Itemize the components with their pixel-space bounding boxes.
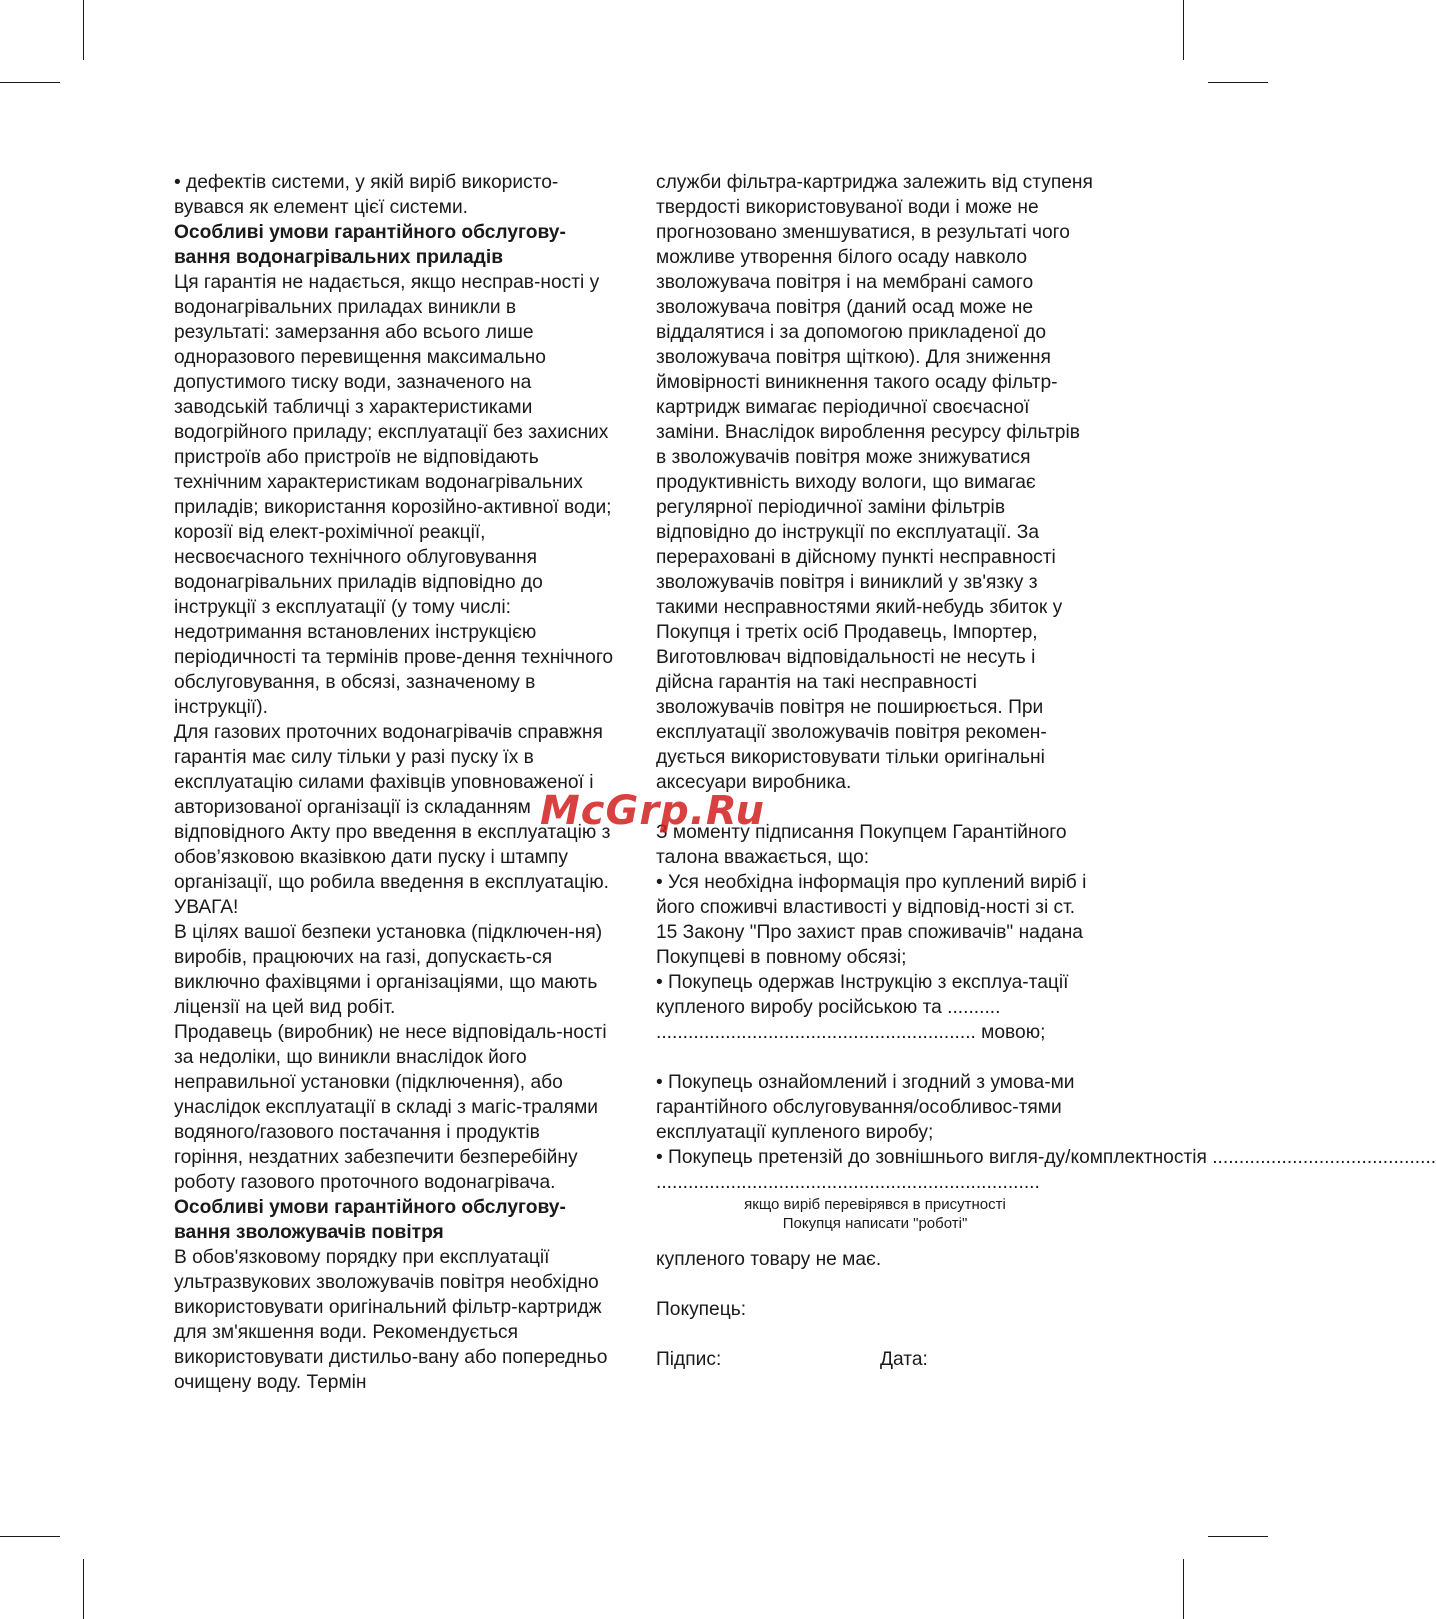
fill-line: ............................................................ мовою; [656,1022,1046,1043]
paragraph: купленого товару не має. [656,1249,882,1270]
right-column [656,170,1436,1372]
section-heading: Особливі умови гарантійного обслугову-вання зволожувачів повітря [174,1197,566,1243]
crop-mark [0,82,60,83]
crop-mark [1208,82,1268,83]
fill-line: ........................................................................ [656,1172,1040,1193]
signature-row [656,1347,1094,1372]
buyer-label: Покупець: [656,1299,747,1320]
crop-mark [0,1536,60,1537]
paragraph: З моменту підписання Покупцем Гарантійного талона вважається, що: [656,822,1067,868]
paragraph: В цілях вашої безпеки установка (підключен-ня) виробів, працюючих на газі, допускаєть-ся виключно фахівцями і організаціями, що мають ліцензії на цей вид робіт. [174,922,603,1018]
paragraph: В обов'язковому порядку при експлуатації ультразвукових зволожувачів повітря необхідно використовувати оригінальний фільтр-картридж для зм'якшення води. Рекомендується використовувати дистильо-вану або попередньо очищену воду. Термін [174,1247,608,1393]
crop-mark [83,0,84,60]
crop-mark [83,1559,84,1619]
footnote: Покупця написати "роботі" [782,1215,968,1232]
crop-mark [1208,1536,1268,1537]
bullet-item: • Покупець претензій до зовнішнього вигля-ду/комплектностія .......................................... [656,1147,1436,1168]
bullet-item: • Покупець ознайомлений і згодний з умова-ми гарантійного обслуговування/особливос-тями експлуатації купленого виробу; [656,1072,1075,1143]
watermark: McGrp.Ru [540,788,765,834]
bullet-item: • Уся необхідна інформація про куплений виріб і його споживчі властивості у відповід-ності зі ст. 15 Закону "Про захист прав споживачів" надана Покупцеві в повному обсязі; [656,872,1087,968]
section-heading: Особливі умови гарантійного обслугову-вання водонагрівальних приладів [174,222,566,268]
paragraph: Для газових проточних водонагрівачів справжня гарантія має силу тільки у разі пуску їх в експлуатацію силами фахівців уповноваженої і авторизованої організації із складанням відповідного Акту про введення в експлуатацію з обов’язковою вказівкою дати пуску і штампу організації, що робила введення в експлуатацію. [174,722,611,893]
crop-mark [1183,0,1184,60]
paragraph: служби фільтра-картриджа залежить від ступеня твердості використовуваної води і може не прогнозовано зменшуватися, в результаті чого можливе утворення білого осаду навколо зволожувача повітря і на мембрані самого зволожувача повітря (даний осад може не віддалятися і за допомогою прикладеної до зволожувача повітря щіткою). Для зниження ймовірності виникнення такого осаду фільтр-картридж вимагає періодичної своєчасної заміни. Внаслідок вироблення ресурсу фільтрів в зволожувачів повітря може знижуватися продуктивність виходу вологи, що вимагає регулярної періодичної заміни фільтрів відповідно до інструкції по експлуатації. За перераховані в дійсному пункті несправності зволожувачів повітря і виниклий у зв'язку з такими несправностями який-небудь збиток у Покупця і третіх осіб Продавець, Імпортер, Виготовлювач відповідальності не несуть і дійсна гарантія на такі несправності зволожувачів повітря не поширюється. При експлуатації зволожувачів повітря рекомен-дується використовувати тільки оригінальні аксесуари виробника. [656,172,1093,793]
bullet-item: • Покупець одержав Інструкцію з експлуа-тації купленого виробу російською та .......... [656,972,1069,1018]
warning-label: УВАГА! [174,897,239,918]
paragraph: Продавець (виробник) не несе відповідаль-ності за недоліки, що виникли внаслідок його неправильної установки (підключення), або унаслідок експлуатації в складі з магіс-тралями водяного/газового постачання і продуктів горіння, нездатних забезпечити безперебійну роботу газового проточного водонагрівача. [174,1022,607,1193]
left-column [174,170,614,1395]
paragraph: • дефектів системи, у якій виріб використо-вувався як елемент цієї системи. [174,172,559,218]
signature-label: Підпис: [656,1349,722,1370]
footnote: якщо виріб перевірявся в присутності [744,1196,1006,1213]
paragraph: Ця гарантія не надається, якщо несправ-ності у водонагрівальних приладах виникли в результаті: замерзання або всього лише одноразового перевищення максимально допустимого тиску води, зазначеного на заводській табличці з характеристиками водогрійного приладу; експлуатації без захисних пристроїв або пристроїв не відповідають технічним характеристикам водонагрівальних приладів; використання корозійно-активної води; корозії від елект-рохімічної реакції, несвоєчасного технічного облуговування водонагрівальних приладів відповідно до інструкції з експлуатації (у тому числі: недотримання встановлених інструкцією періодичності та термінів прове-дення технічного обслуговування, в обсязі, зазначеному в інструкції). [174,272,614,718]
crop-mark [1183,1559,1184,1619]
date-label: Дата: [880,1349,928,1370]
